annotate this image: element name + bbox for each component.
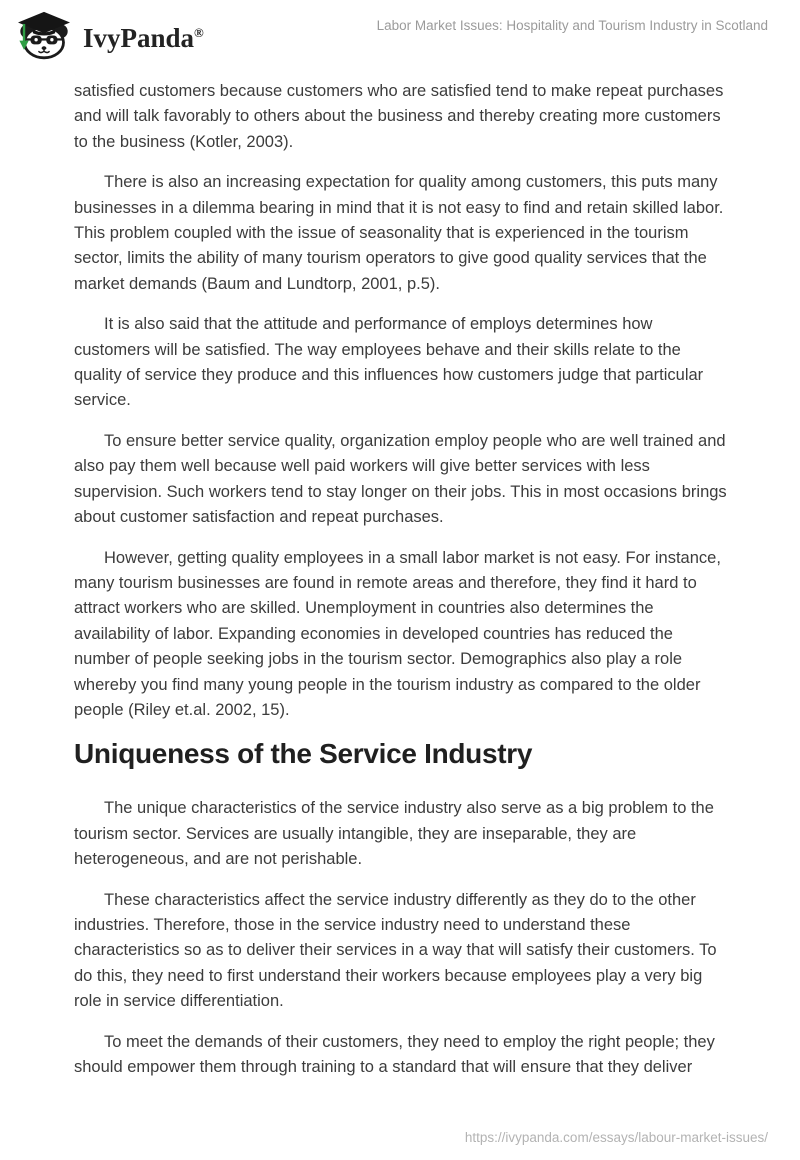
paragraph: These characteristics affect the service industry differently as they do to the other industries. Therefore, those in the service industry need to understand these characteristics so as to deliver their services in a way that will satisfy their customers. To do this, they need to first understand their workers because employees play a very big role in service differentiation. xyxy=(74,890,717,1011)
paragraph: It is also said that the attitude and performance of employs determines how customers will be satisfied. The way employees behave and their skills relate to the quality of service they produce and this influences how customers judge that particular service. xyxy=(74,315,704,410)
paragraph: The unique characteristics of the service industry also serve as a big problem to the tourism sector. Services are usually intangible, they are inseparable, they are heterogeneous, and are not perishable. xyxy=(74,799,714,869)
brand-name: IvyPanda® xyxy=(83,23,204,53)
paragraph: satisfied customers because customers who are satisfied tend to make repeat purchases and will talk favorably to others about the business and thereby creating more customers to the business (Kotler, 2003). xyxy=(74,82,724,151)
document-title: Labor Market Issues: Hospitality and Tourism Industry in Scotland xyxy=(376,18,768,33)
section-heading: Uniqueness of the Service Industry xyxy=(74,738,533,770)
source-url: https://ivypanda.com/essays/labour-market-issues/ xyxy=(464,1130,768,1145)
page-header xyxy=(0,0,800,62)
paragraph: However, getting quality employees in a small labor market is not easy. For instance, many tourism businesses are found in remote areas and therefore, they find it hard to attract workers who are skilled. Unemployment in countries also determines the availability of labor. Expanding economies in developed countries has reduced the number of people seeking jobs in the tourism sector. Demographics also play a role whereby you find many young people in the tourism industry as compared to the older people (Riley et.al. 2002, 15). xyxy=(74,548,721,719)
essay-body xyxy=(0,62,800,1080)
registered-trademark-symbol: ® xyxy=(194,25,204,40)
ivypanda-panda-logo-icon xyxy=(14,10,74,62)
paragraph: To meet the demands of their customers, they need to employ the right people; they should empower them through training to a standard that will ensure that they deliver xyxy=(74,1032,715,1076)
ivypanda-brand xyxy=(14,8,204,63)
paragraph: There is also an increasing expectation for quality among customers, this puts many businesses in a dilemma bearing in mind that it is not easy to find and retain skilled labor. This problem coupled with the issue of seasonality that is experienced in the tourism sector, limits the ability of many tourism operators to give good quality services that the market demands (Baum and Lundtorp, 2001, p.5). xyxy=(74,173,724,293)
paragraph: To ensure better service quality, organization employ people who are well trained and also pay them well because well paid workers will give better services with less supervision. Such workers tend to stay longer on their jobs. This in most occasions brings about customer satisfaction and repeat purchases. xyxy=(74,431,727,527)
